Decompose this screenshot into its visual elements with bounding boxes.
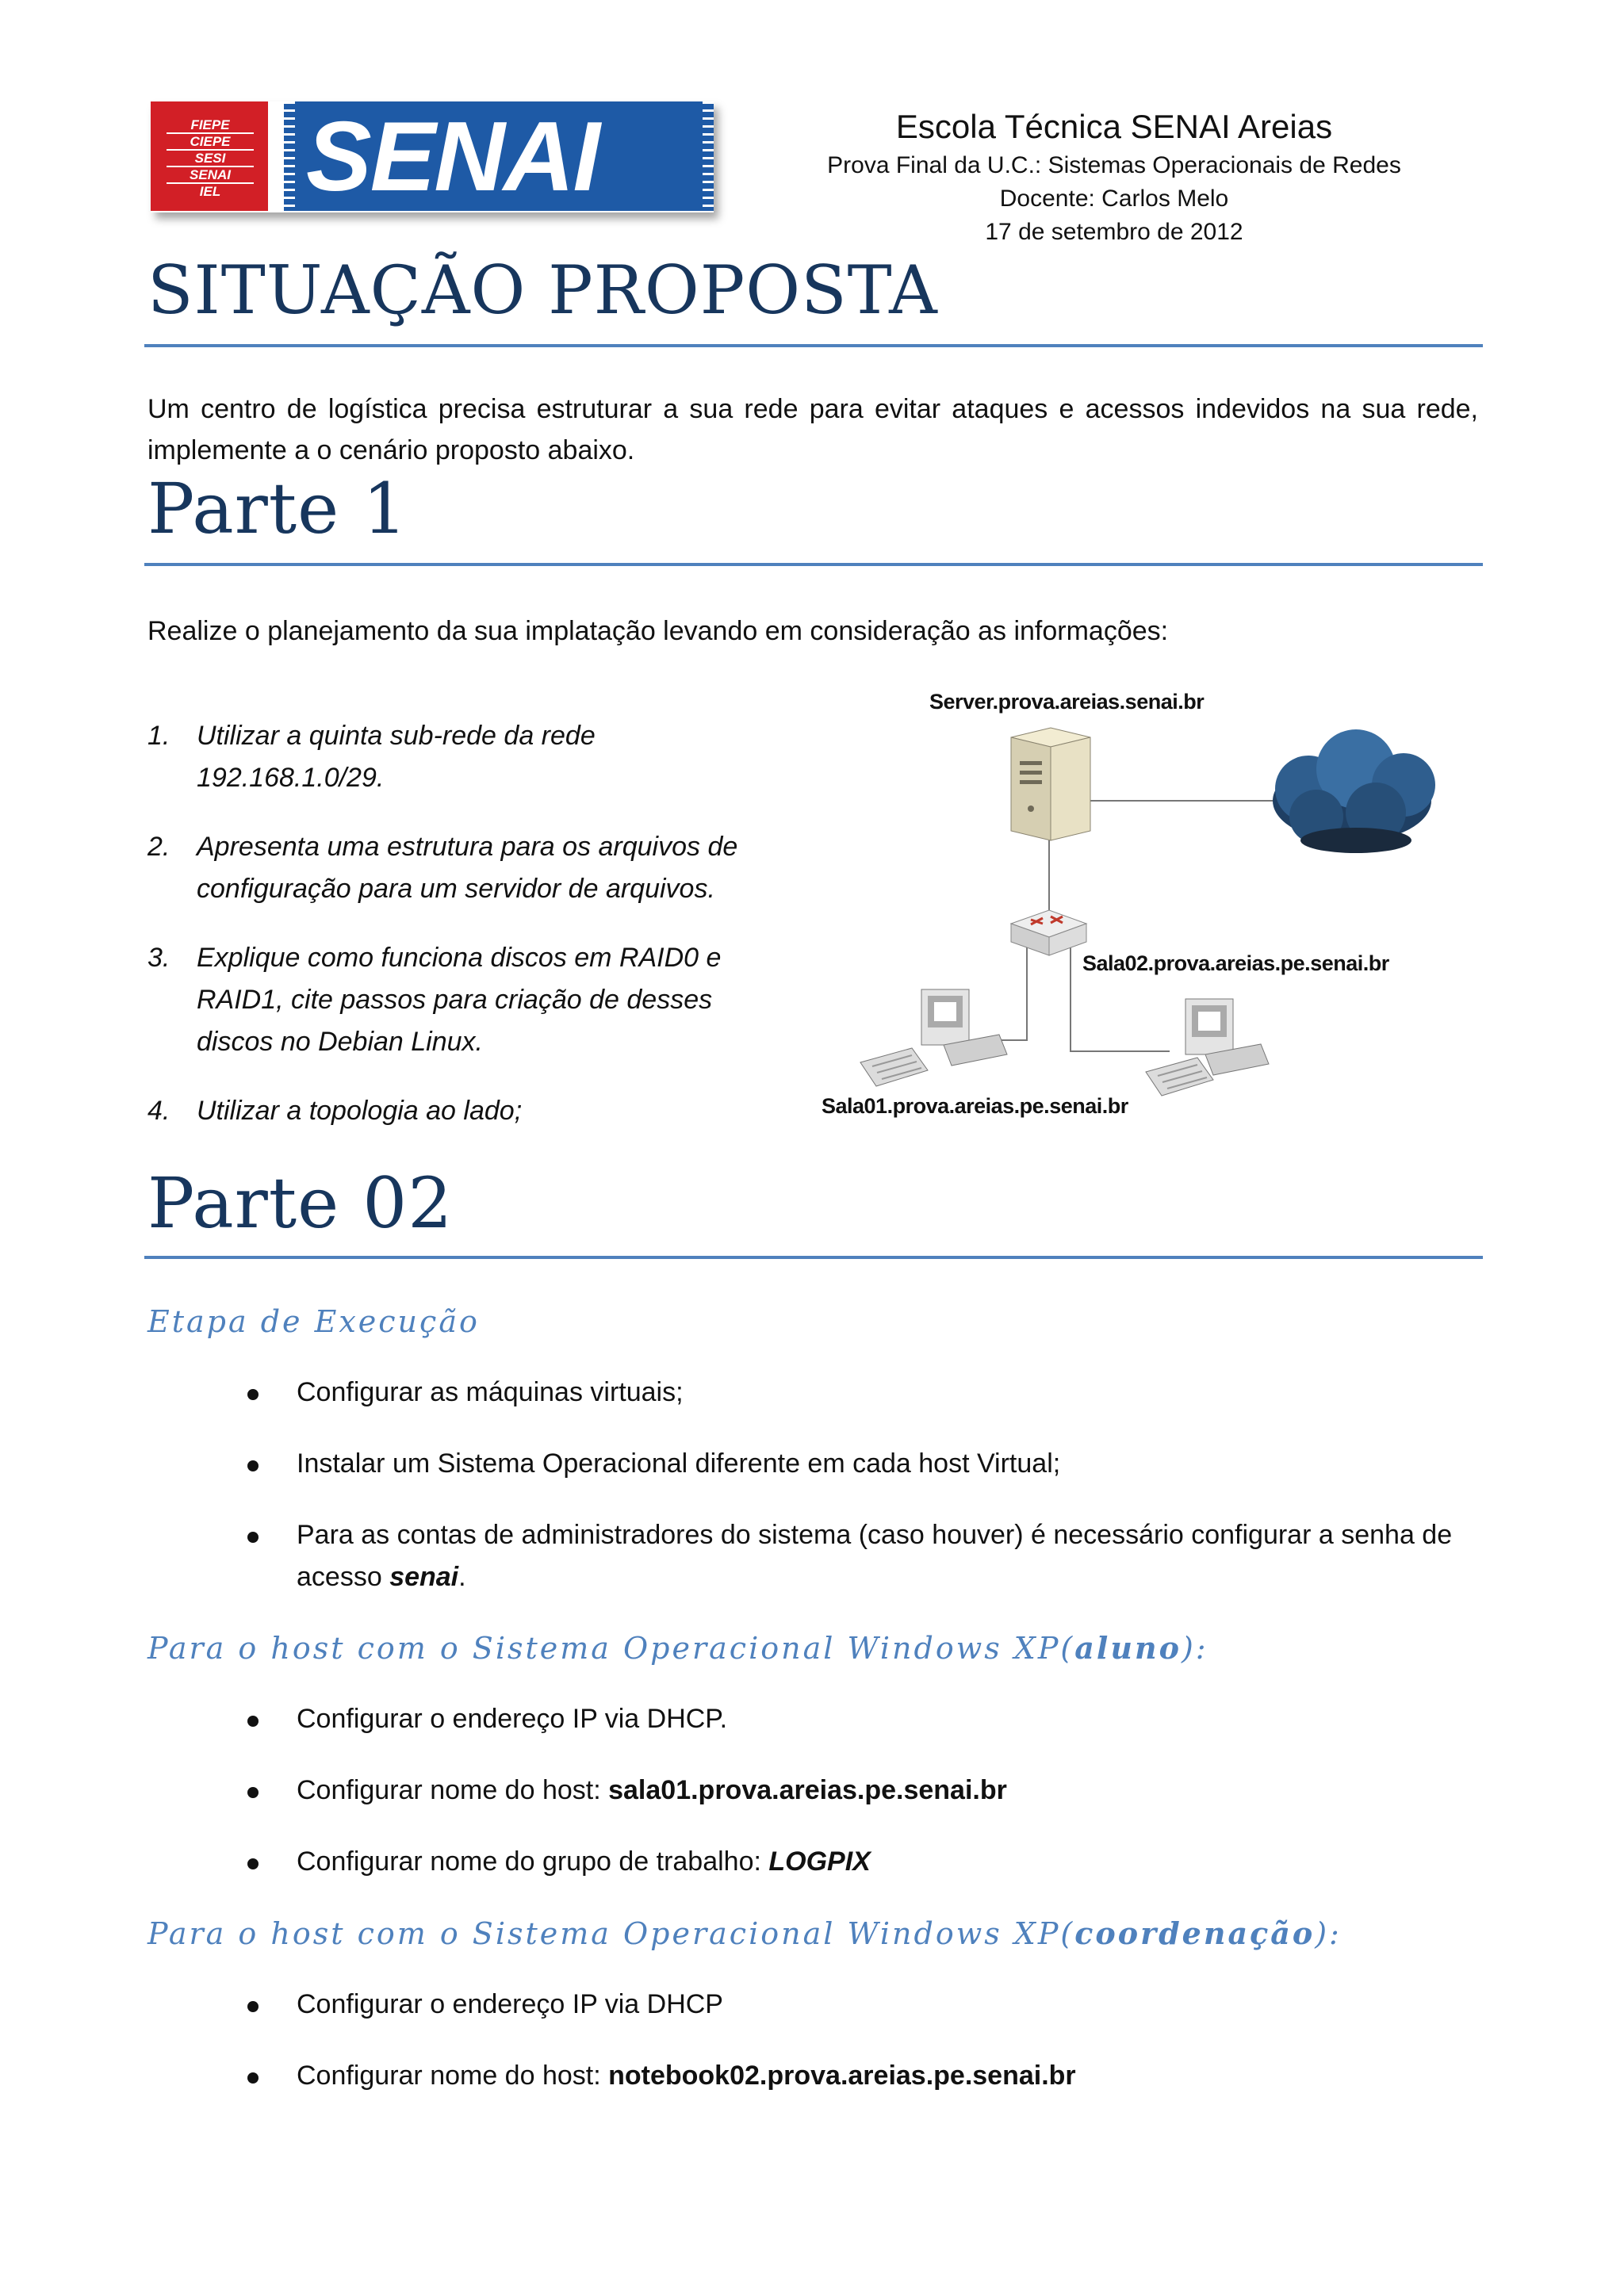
bullet	[247, 1716, 259, 1727]
workgroup-value: LOGPIX	[768, 1846, 871, 1877]
part2-heading: Parte 02	[147, 1162, 454, 1244]
item-text-end: .	[458, 1562, 466, 1592]
list-item	[247, 2055, 1484, 2097]
list-item	[247, 1443, 1484, 1485]
list-item	[247, 1514, 1484, 1598]
item-number: 4.	[147, 1096, 170, 1126]
sala01-label: Sala01.prova.areias.pe.senai.br	[822, 1094, 1128, 1118]
item-text: Configurar as máquinas virtuais;	[297, 1377, 684, 1407]
list-item	[247, 1698, 1484, 1740]
logo-brand-text: SENAI	[306, 102, 599, 211]
list-item	[247, 1984, 1484, 2026]
item-number: 3.	[147, 943, 170, 973]
logo-line: SESI	[167, 151, 254, 167]
item-text: Utilizar a topologia ao lado;	[197, 1096, 523, 1126]
header-block	[801, 105, 1427, 249]
logo-line: IEL	[199, 184, 221, 199]
switch-icon	[1011, 910, 1086, 955]
teacher-name: Docente: Carlos Melo	[999, 186, 1229, 212]
exam-name: Prova Final da U.C.: Sistemas Operacionais de Redes	[827, 152, 1401, 178]
item-text: Configurar nome do host:	[297, 2061, 609, 2091]
network-topology-diagram	[809, 682, 1459, 1142]
intro-paragraph: Um centro de logística precisa estruturar a sua rede para evitar ataques e acessos indevidos na sua rede, implemente a o cenário proposto abaixo.	[147, 394, 1478, 465]
item-text: Configurar o endereço IP via DHCP	[297, 1989, 723, 2019]
item-text: Apresenta uma estrutura para os arquivos de configuração para um servidor de arquivos.	[197, 832, 738, 904]
bullet	[247, 1532, 259, 1543]
hostname-value: sala01.prova.areias.pe.senai.br	[608, 1775, 1007, 1805]
title-rule	[144, 344, 1483, 347]
list-item	[247, 1841, 1484, 1883]
page-title: SITUAÇÃO PROPOSTA	[147, 251, 938, 329]
logo-line: FIEPE	[167, 117, 254, 134]
aluno-list	[247, 1698, 1484, 1912]
bullet	[247, 2072, 259, 2084]
section-aluno-title	[147, 1630, 1208, 1666]
item-text: Utilizar a quinta sub-rede da rede 192.168.1.0/29.	[197, 721, 596, 793]
logo-line: SENAI	[167, 167, 254, 184]
hostname-value: notebook02.prova.areias.pe.senai.br	[608, 2061, 1076, 2091]
logo-red-block	[151, 101, 268, 211]
title-text: Para o host com o Sistema Operacional Windows XP(	[147, 1916, 1075, 1951]
logo-small-lines	[167, 117, 254, 199]
part1-lead: Realize o planejamento da sua implatação levando em consideração as informações:	[147, 616, 1169, 646]
school-name: Escola Técnica SENAI Areias	[895, 108, 1333, 145]
logo-stripes	[284, 101, 295, 211]
execution-list	[247, 1372, 1484, 1628]
sala02-label: Sala02.prova.areias.pe.senai.br	[1082, 951, 1389, 975]
bullet	[247, 1787, 259, 1798]
item-number: 2.	[147, 832, 170, 862]
title-emphasis: coordenação	[1074, 1915, 1316, 1951]
server-label: Server.prova.areias.senai.br	[929, 690, 1205, 714]
title-text: Para o host com o Sistema Operacional Windows XP(	[147, 1631, 1075, 1666]
cloud-icon	[1273, 729, 1435, 853]
list-item	[147, 715, 782, 799]
title-text-end: ):	[1315, 1916, 1342, 1951]
list-item	[247, 1770, 1484, 1812]
item-text: Instalar um Sistema Operacional diferente em cada host Virtual;	[297, 1448, 1061, 1479]
item-text: Configurar nome do host:	[297, 1775, 609, 1805]
sala02-pc-icon	[1146, 999, 1269, 1096]
password-value: senai	[389, 1562, 459, 1592]
section-execution-title: Etapa de Execução	[147, 1304, 480, 1339]
topology-svg	[809, 682, 1459, 1142]
list-item	[147, 937, 782, 1063]
item-text: Explique como funciona discos em RAID0 e RAID1, cite passos para criação de desses discos no Debian Linux.	[197, 943, 722, 1057]
item-text: Para as contas de administradores do sistema (caso houver) é necessário configurar a senha de acesso	[297, 1520, 1453, 1592]
bullet	[247, 1389, 259, 1400]
bullet	[247, 2001, 259, 2012]
bullet	[247, 1858, 259, 1869]
list-item	[147, 1090, 782, 1132]
switch-sala01-link	[979, 943, 1027, 1040]
part1-rule	[144, 563, 1483, 566]
part1-heading: Parte 1	[147, 468, 408, 549]
list-item	[247, 1372, 1484, 1414]
sala01-pc-icon	[860, 989, 1007, 1086]
exam-date: 17 de setembro de 2012	[985, 219, 1243, 245]
logo-stripes	[703, 101, 714, 211]
part1-task-list	[147, 715, 782, 1159]
section-coordenacao-title	[147, 1915, 1342, 1951]
logo-blue-block	[284, 101, 714, 211]
item-text: Configurar o endereço IP via DHCP.	[297, 1704, 728, 1734]
list-item	[147, 826, 782, 910]
title-emphasis: aluno	[1074, 1630, 1182, 1666]
title-text-end: ):	[1181, 1631, 1208, 1666]
part2-rule	[144, 1256, 1483, 1259]
item-number: 1.	[147, 721, 170, 751]
item-text: Configurar nome do grupo de trabalho:	[297, 1846, 769, 1877]
bullet	[247, 1460, 259, 1471]
server-icon	[1011, 728, 1090, 840]
logo-line: CIEPE	[167, 134, 254, 151]
coordenacao-list	[247, 1984, 1484, 2126]
senai-logo	[151, 101, 714, 212]
